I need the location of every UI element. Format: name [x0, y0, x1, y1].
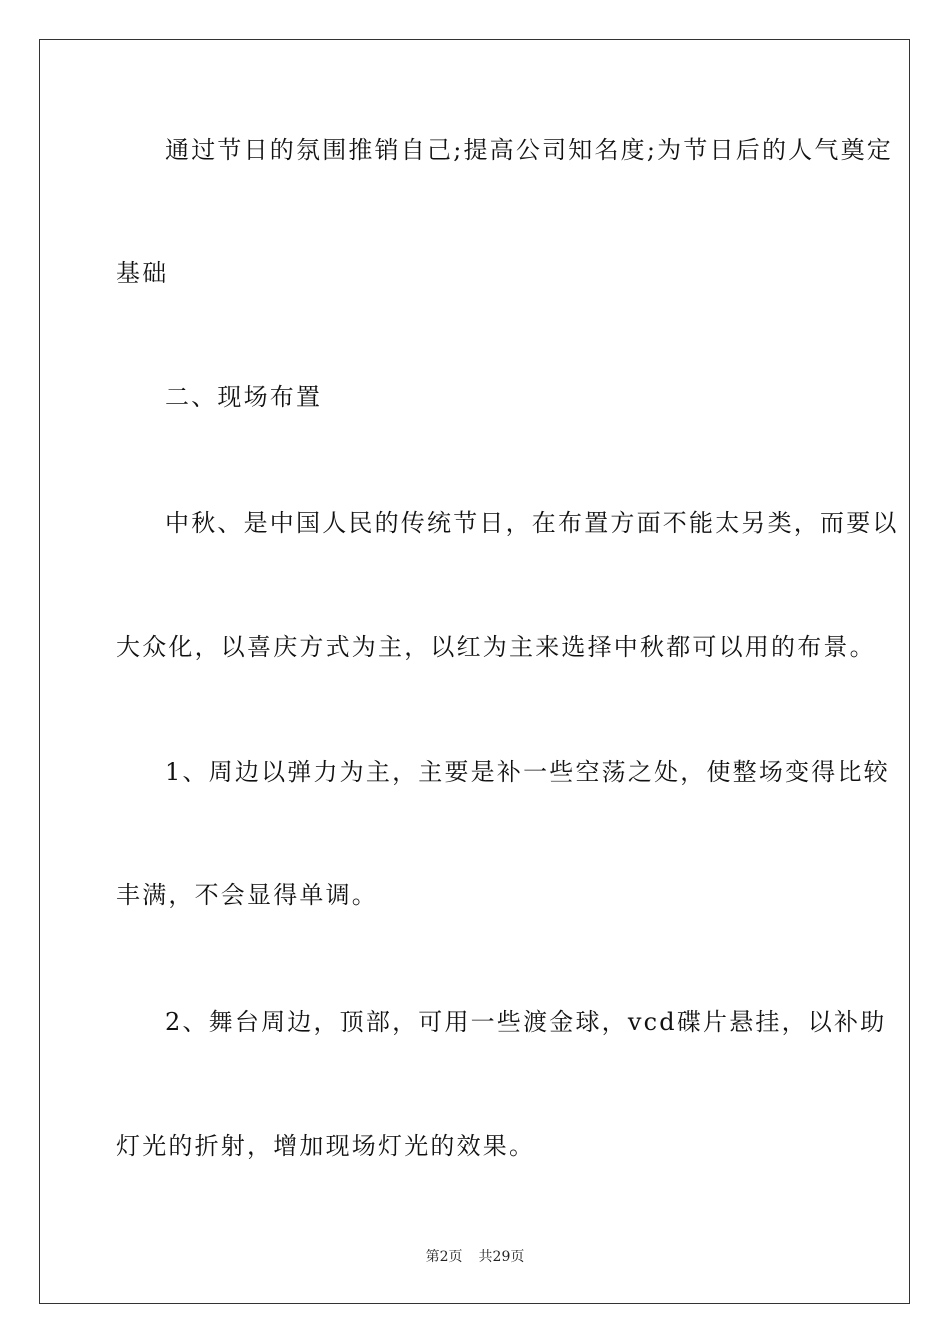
- body-text-line: 基础: [116, 259, 169, 287]
- list-item-text: 2、舞台周边，顶部，可用一些渡金球，vcd碟片悬挂，以补助: [165, 1008, 887, 1036]
- list-item-text: 灯光的折射，增加现场灯光的效果。: [116, 1132, 536, 1160]
- page-frame: [39, 39, 910, 1304]
- page-number: 第2页: [425, 1249, 463, 1265]
- list-item-text: 丰满，不会显得单调。: [116, 881, 378, 909]
- page-total: 共29页: [478, 1249, 525, 1265]
- body-text-line: 中秋、是中国人民的传统节日，在布置方面不能太另类，而要以: [165, 509, 899, 537]
- page-footer: [0, 1248, 950, 1266]
- body-text-line: 大众化，以喜庆方式为主，以红为主来选择中秋都可以用的布景。: [116, 633, 876, 661]
- list-item-text: 1、周边以弹力为主，主要是补一些空荡之处，使整场变得比较: [165, 758, 890, 786]
- section-heading: 二、现场布置: [165, 383, 323, 411]
- body-text-line: 通过节日的氛围推销自己;提高公司知名度;为节日后的人气奠定: [165, 136, 893, 164]
